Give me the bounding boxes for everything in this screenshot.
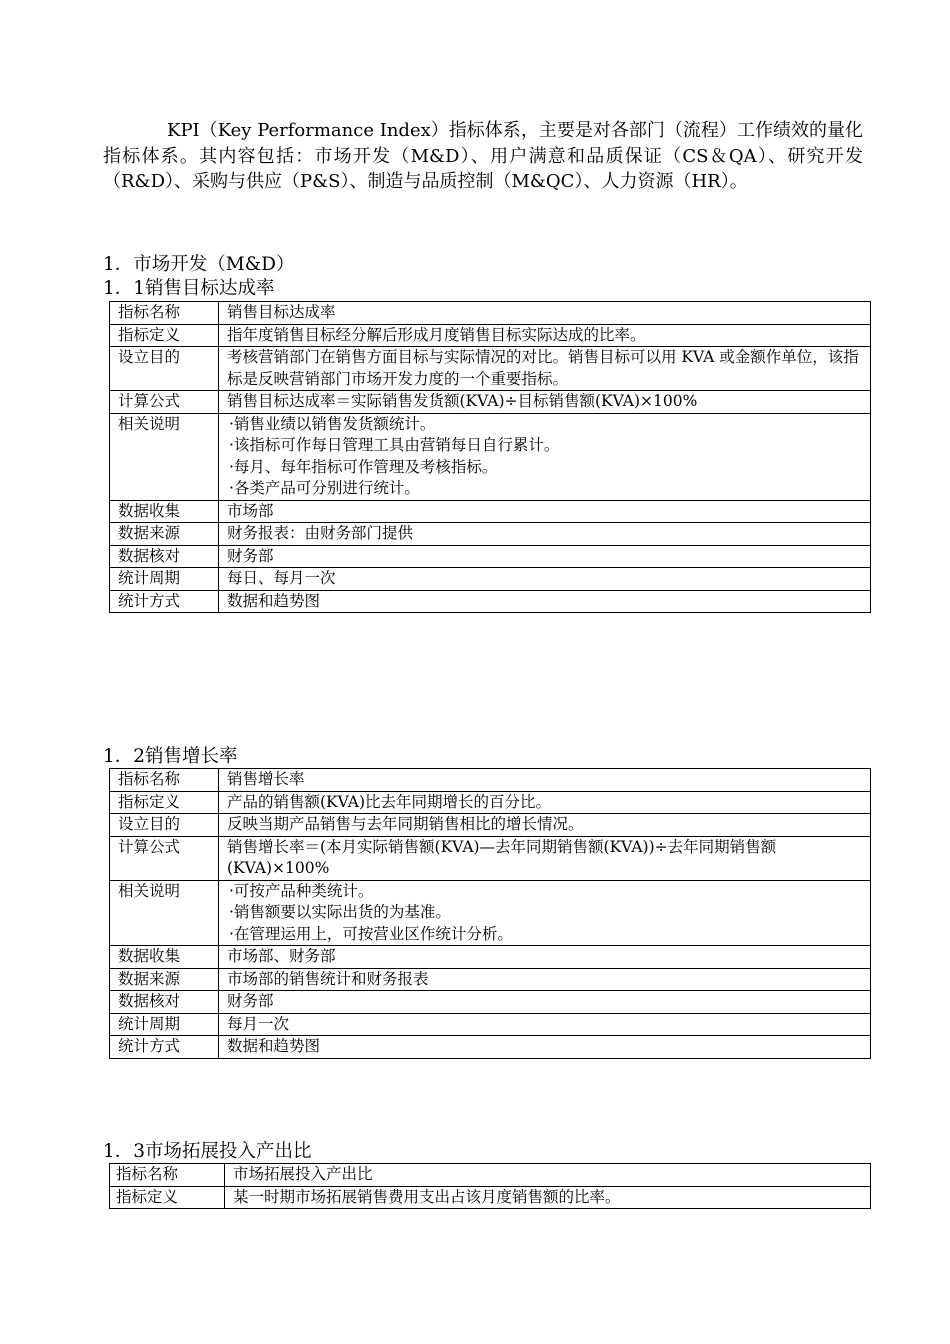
- table-row: [110, 347, 871, 391]
- row-label: 计算公式: [110, 391, 219, 414]
- bullet-item: ·可按产品种类统计。: [229, 881, 374, 900]
- row-value: 销售目标达成率: [219, 302, 871, 325]
- bullet-item: ·在管理运用上，可按营业区作统计分析。: [229, 924, 513, 943]
- row-value: 市场拓展投入产出比: [225, 1164, 871, 1187]
- table-row: [110, 302, 871, 325]
- row-label: 相关说明: [110, 413, 219, 500]
- table-row: [110, 391, 871, 414]
- intro-text: KPI（Key Performance Index）指标体系，主要是对各部门（流程）工作绩效的量化指标体系。其内容包括：市场开发（M&D）、用户满意和品质保证（CS＆QA）、研究开发（R&D）、采购与供应（P&S）、制造与品质控制（M&QC）、人力资源（HR）。: [103, 120, 863, 192]
- table-row: [110, 791, 871, 814]
- table-row: [110, 500, 871, 523]
- row-label: 数据来源: [110, 523, 219, 546]
- row-value: 销售增长率: [219, 769, 871, 792]
- table-row: [110, 1164, 871, 1187]
- table-row: [110, 1036, 871, 1059]
- row-value: 市场部的销售统计和财务报表: [219, 968, 871, 991]
- row-label: 数据收集: [110, 946, 219, 969]
- row-label: 数据核对: [110, 545, 219, 568]
- table-row: [110, 523, 871, 546]
- table-row: [110, 836, 871, 880]
- table-row: [110, 590, 871, 613]
- bullet-item: ·各类产品可分别进行统计。: [229, 479, 420, 497]
- row-value-bullets: [219, 880, 871, 946]
- row-value: 市场部: [219, 500, 871, 523]
- bullet-item: ·销售额要以实际出货的为基准。: [229, 903, 451, 921]
- table-row: [110, 880, 871, 946]
- row-label: 计算公式: [110, 836, 219, 880]
- row-label: 设立目的: [110, 814, 219, 837]
- table-row: [110, 991, 871, 1014]
- row-value: 销售增长率＝(本月实际销售额(KVA)—去年同期销售额(KVA))÷去年同期销售额(KVA)×100%: [219, 836, 871, 880]
- subsection-heading-1-3: 1．3市场拓展投入产出比: [103, 1141, 312, 1162]
- section-heading: 1．市场开发（M&D）: [103, 254, 295, 275]
- row-label: 统计方式: [110, 590, 219, 613]
- row-label: 设立目的: [110, 347, 219, 391]
- table-row: [110, 1186, 871, 1209]
- row-value: 每日、每月一次: [219, 568, 871, 591]
- row-value: 某一时期市场拓展销售费用支出占该月度销售额的比率。: [225, 1186, 871, 1209]
- row-value-bullets: [219, 413, 871, 500]
- row-label: 统计周期: [110, 1013, 219, 1036]
- subsection-heading-1-2: 1．2销售增长率: [103, 746, 238, 767]
- row-value: 财务报表：由财务部门提供: [219, 523, 871, 546]
- row-label: 指标名称: [110, 1164, 225, 1187]
- row-label: 数据收集: [110, 500, 219, 523]
- row-label: 统计方式: [110, 1036, 219, 1059]
- row-label: 指标名称: [110, 769, 219, 792]
- row-label: 指标定义: [110, 1186, 225, 1209]
- row-value: 每月一次: [219, 1013, 871, 1036]
- row-value: 反映当期产品销售与去年同期销售相比的增长情况。: [219, 814, 871, 837]
- kpi-table-sales-growth: [109, 768, 871, 1059]
- row-label: 统计周期: [110, 568, 219, 591]
- subsection-heading-1-1: 1．1销售目标达成率: [103, 278, 275, 299]
- table-row: [110, 568, 871, 591]
- table-row: [110, 545, 871, 568]
- table-row: [110, 814, 871, 837]
- table-row: [110, 413, 871, 500]
- table-row: [110, 1013, 871, 1036]
- row-value: 指年度销售目标经分解后形成月度销售目标实际达成的比率。: [219, 324, 871, 347]
- row-value: 市场部、财务部: [219, 946, 871, 969]
- row-label: 指标名称: [110, 302, 219, 325]
- row-label: 指标定义: [110, 324, 219, 347]
- intro-paragraph: [103, 118, 863, 195]
- row-value: 产品的销售额(KVA)比去年同期增长的百分比。: [219, 791, 871, 814]
- table-row: [110, 324, 871, 347]
- table-row: [110, 968, 871, 991]
- kpi-table-sales-target: [109, 301, 871, 613]
- row-value: 考核营销部门在销售方面目标与实际情况的对比。销售目标可以用 KVA 或金额作单位，该指标是反映营销部门市场开发力度的一个重要指标。: [219, 347, 871, 391]
- bullet-item: ·该指标可作每日管理工具由营销每日自行累计。: [229, 436, 560, 454]
- row-label: 指标定义: [110, 791, 219, 814]
- table-row: [110, 769, 871, 792]
- row-value: 数据和趋势图: [219, 1036, 871, 1059]
- row-value: 数据和趋势图: [219, 590, 871, 613]
- table-row: [110, 946, 871, 969]
- row-label: 数据核对: [110, 991, 219, 1014]
- row-label: 相关说明: [110, 880, 219, 946]
- bullet-item: ·销售业绩以销售发货额统计。: [229, 414, 436, 433]
- kpi-table-market-expansion: [109, 1163, 871, 1209]
- row-value: 销售目标达成率＝实际销售发货额(KVA)÷目标销售额(KVA)×100%: [219, 391, 871, 414]
- bullet-item: ·每月、每年指标可作管理及考核指标。: [229, 457, 498, 476]
- row-value: 财务部: [219, 991, 871, 1014]
- row-label: 数据来源: [110, 968, 219, 991]
- row-value: 财务部: [219, 545, 871, 568]
